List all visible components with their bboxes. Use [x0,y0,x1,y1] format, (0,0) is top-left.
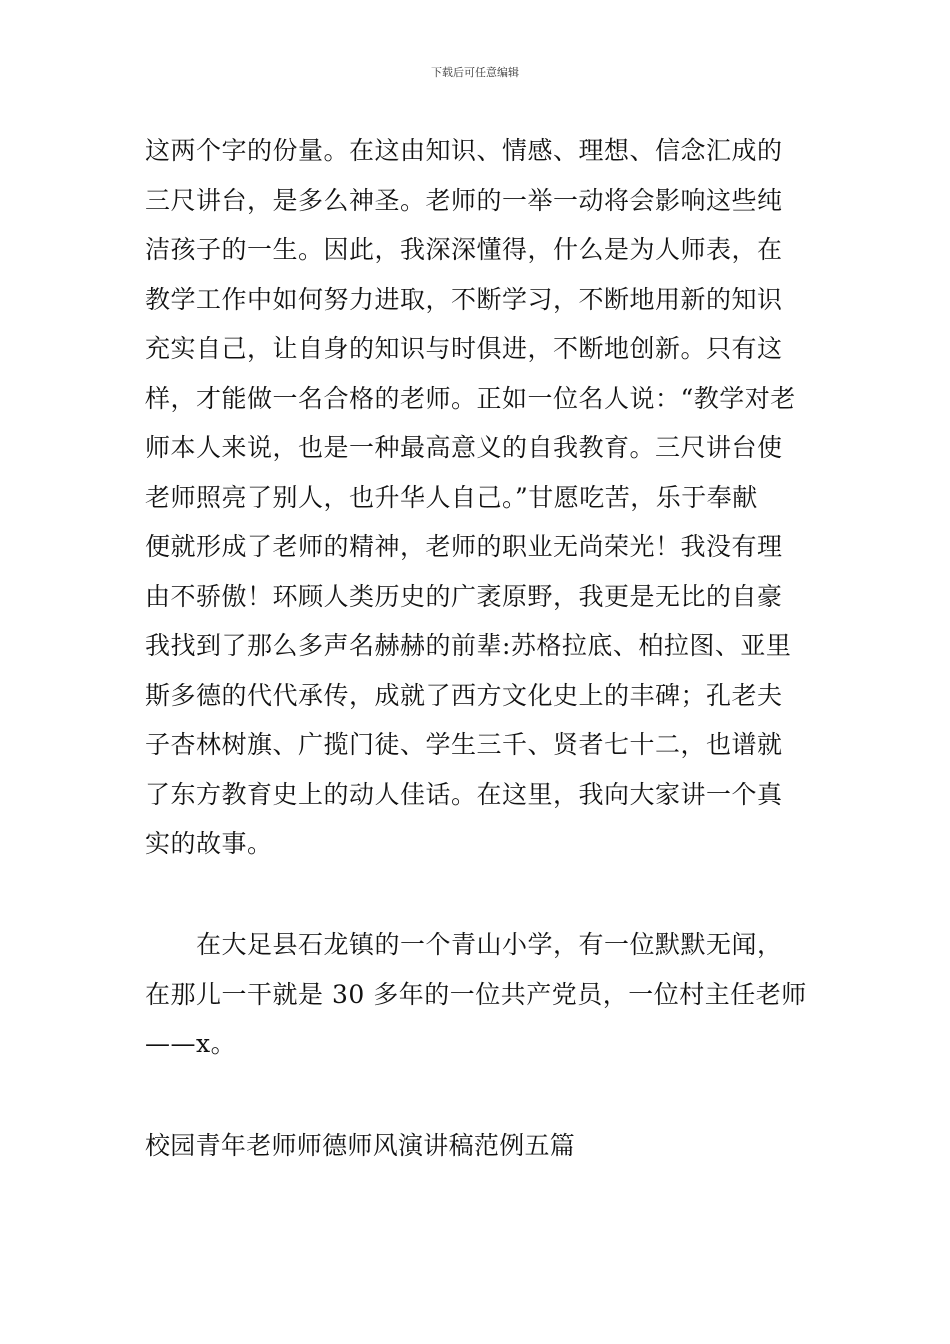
text-line: 老师照亮了别人，也升华人自己。”甘愿吃苦，乐于奉献 [145,482,758,512]
text-line: 三尺讲台，是多么神圣。老师的一举一动将会影响这些纯 [145,185,783,215]
text-line: 子杏林树旗、广揽门徒、学生三千、贤者七十二，也谱就 [145,730,783,759]
text-line: 充实自己，让自身的知识与时俱进，不断地创新。只有这 [145,334,783,363]
paragraph-2 [145,920,810,1069]
text-line: 在大足县石龙镇的一个青山小学，有一位默默无闻， [145,930,783,959]
text-line: ——x。 [145,1029,237,1058]
text-line: 在那儿一干就是 30 多年的一位共产党员，一位村主任老师 [145,979,807,1009]
text-line: 便就形成了老师的精神，老师的职业无尚荣光！我没有理 [145,532,783,561]
page-header: 下载后可任意编辑 [431,66,519,79]
text-line: 洁孩子的一生。因此，我深深懂得，什么是为人师表，在 [145,235,783,264]
document-title: 校园青年老师师德师风演讲稿范例五篇 [145,1131,576,1160]
text-line: 了东方教育史上的动人佳话。在这里，我向大家讲一个真 [145,779,783,809]
text-line: 样，才能做一名合格的老师。正如一位名人说：“教学对老 [145,383,796,413]
text-line: 师本人来说，也是一种最高意义的自我教育。三尺讲台使 [145,433,783,462]
paragraph-1 [145,126,810,869]
text-line: 教学工作中如何努力进取，不断学习，不断地用新的知识 [145,284,783,314]
text-line: 我找到了那么多声名赫赫的前辈:苏格拉底、柏拉图、亚里 [145,631,792,660]
text-line: 这两个字的份量。在这由知识、情感、理想、信念汇成的 [145,136,783,165]
text-line: 实的故事。 [145,829,273,858]
text-line: 由不骄傲！环顾人类历史的广袤原野，我更是无比的自豪 [145,581,783,611]
text-line: 斯多德的代代承传，成就了西方文化史上的丰碑；孔老夫 [145,680,783,710]
